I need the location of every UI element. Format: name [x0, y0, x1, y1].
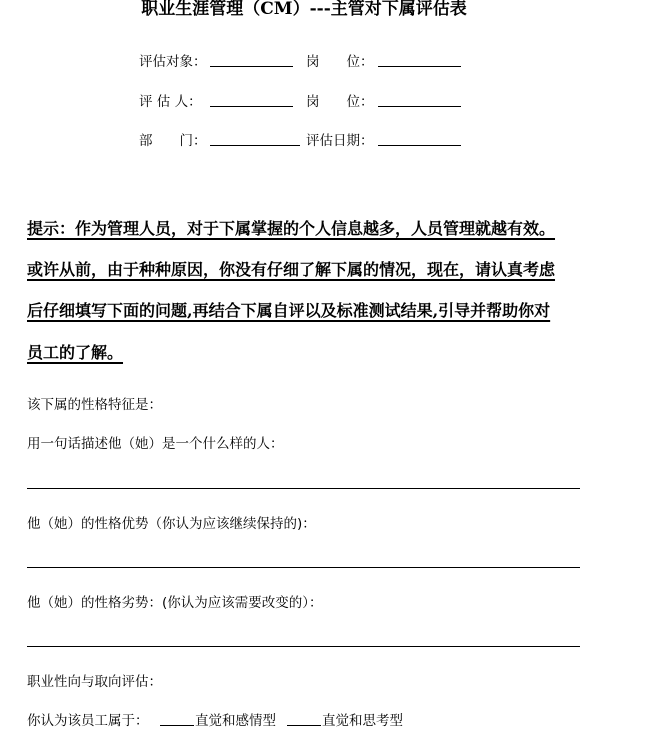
option-1-label: 直觉和感情型	[195, 713, 276, 729]
date-input-line[interactable]	[378, 145, 461, 146]
weaknesses-answer-line[interactable]	[27, 646, 580, 647]
target-label: 评估对象：	[139, 54, 207, 70]
notice-line-4: 员工的了解。	[27, 343, 124, 362]
page-title: 职业生涯管理（CM）---主管对下属评估表	[141, 0, 467, 19]
date-label: 评估日期：	[306, 133, 374, 149]
notice-line-2: 或许从前，由于种种原因，你没有仔细了解下属的情况，现在，请认真考虑	[27, 260, 556, 279]
career-heading: 职业性向与取向评估：	[27, 674, 162, 690]
personality-heading: 该下属的性格特征是：	[27, 397, 162, 413]
assessor-input-line[interactable]	[210, 106, 293, 107]
department-input-line[interactable]	[210, 145, 300, 146]
department-label: 部 门：	[139, 133, 207, 149]
option-2-label: 直觉和思考型	[322, 713, 403, 729]
type-prompt: 你认为该员工属于：	[27, 713, 149, 729]
position-label-2: 岗 位：	[306, 94, 374, 110]
describe-answer-line[interactable]	[27, 488, 580, 489]
notice-line-1: 提示：作为管理人员，对于下属掌握的个人信息越多，人员管理就越有效。	[27, 219, 556, 238]
strengths-prompt: 他（她）的性格优势（你认为应该继续保持的)：	[27, 516, 316, 532]
position-input-line-1[interactable]	[378, 66, 461, 67]
position-input-line-2[interactable]	[378, 106, 461, 107]
option-1-blank[interactable]	[160, 725, 194, 726]
target-input-line[interactable]	[210, 66, 293, 67]
assessor-label: 评 估 人：	[139, 94, 202, 110]
position-label-1: 岗 位：	[306, 54, 374, 70]
notice-line-3: 后仔细填写下面的问题,再结合下属自评以及标准测试结果,引导并帮助你对	[27, 301, 551, 320]
describe-prompt: 用一句话描述他（她）是一个什么样的人：	[27, 436, 284, 452]
option-2-blank[interactable]	[287, 725, 321, 726]
weaknesses-prompt: 他（她）的性格劣势：(你认为应该需要改变的）：	[27, 595, 323, 611]
strengths-answer-line[interactable]	[27, 567, 580, 568]
